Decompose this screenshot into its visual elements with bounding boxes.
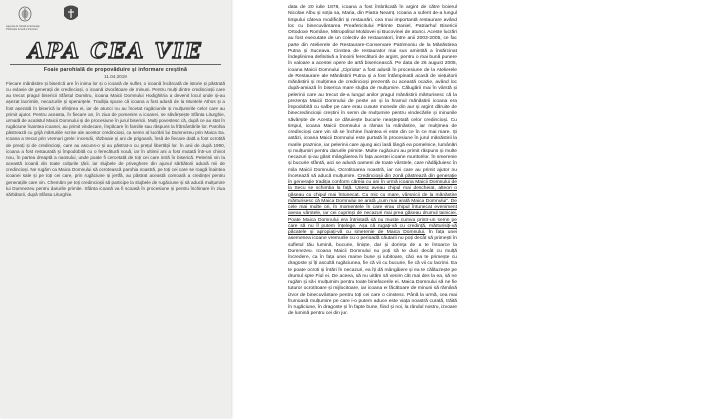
publisher-caption bbox=[6, 25, 225, 32]
continuation-page bbox=[279, 0, 466, 418]
issue-date: 11.04.2019 bbox=[104, 74, 127, 79]
parish-seal-icon bbox=[18, 6, 32, 22]
church-crest-icon bbox=[62, 4, 80, 24]
masthead-divider bbox=[10, 64, 221, 65]
paragraph-1: data de 20 iulie 1878, icoana a fost îmbrăcată în argint de către boierul Nicolae Albu și soția sa, Maria, din Piatra Neamț. Icoana a suferit de-a lungul timpului câteva modificări și restaurări, cea mai importantă restaurare având loc cu binecuvântarea Preafericitului Părinte Daniel, Patriarhul Bisericii Ortodoxe Române, Mitropolitul Moldovei și Bucovinei de atunci. Aceste lucrări au fost executate de un colectiv de restauratori, între anii 2003-2005, ce fac parte din Atelierele de Restaurare-Conservare Patrimoniu de la Mănăstirea Putna și Suceava. Cinstea de restaurator mai sus amintită a însărcinat îndeplinirea definitivă a înnoirii ferecăturii de argint, pentru o mai bună punere în valoare a acestei opere de artă bisericească. Pe data de 26 august 2005, icoana Maicii Domnului „Cipriota” a fost adusă în procesiune de la Atelierele de Restaurare ale Mănăstirii Putna și a fost întâmpinată acasă de viețuitorii mănăstirii și mulțimea de credincioși prezentă cu această ocazie, având loc după-amiază în biserica mare slujba de mulțumire. Călugării mai în vârstă și pelerinii care au trecut de-a lungul anilor pragul mănăstirii mărturisesc că la prezența Maicii Domnului de peste an și la hramul mănăstirii icoana era împodobită cu salbe pe care erau cusute monede din aur și argint dăruite de binecredincioșii creștini în semn de mulțumire pentru vindecările și minunile săvârșite de Acesta ce dăruiește bucurie neașteptată celor credincioși. Cu timpul, icoana Maicii Domnului a rămas la mănăstire, iar mulțimea de credincioși care vin să se închine înaintea ei este din ce în ce mai mare. Și astăzi, icoana Maicii Domnului este purtată în procesiune în jurul mănăstirii la marile praznice, iar pelerinii care ajung aici lasă lângă ea pomelnice, lumânări și mulțumiri pentru darurile primite. Multe rugăciuni au primit răspuns și multe necazuri și-au găsit mângâierea în fața acestei icoane muritorilor. În smerenie și bucurie sfântă, aici se adună oameni de toate vârstele, care nădăjduiesc în mila Maicii Domnului, Ocrotitoarea noastră, iar cei care au primit ajutor nu încetează să aducă mulțumire. bbox=[288, 5, 457, 179]
header-emblems bbox=[6, 4, 225, 32]
newsletter-subtitle: Foaie parohială de propovăduire și informare creștină bbox=[43, 67, 188, 73]
newsletter-masthead: APA CEA VIE bbox=[28, 38, 203, 63]
article-body: Fiecare mănăstire și biserică are în inima lor și o icoană de suflet, o icoană încărcată de istorie și păstrată cu evlavie de generații de credincioși, o icoană izvorâtoare de minuni. Pentru mulți dintre credincioșii care au trecut pragul bisericii Sfântul Dumitru, icoana Maicii Domnului Hodighitria a devenit locul unde și-au așezat lacrimile, necazurile și speranțele. Tradiția spune că icoana a fost adusă de la Muntele Athos și a fost așezată în biserică la sfințirea ei, iar de atunci nu au încetat rugăciunile și mulțumirile celor care au primit ajutor. Pentru aceasta, în fiecare an, în ziua de pomenire a icoanei, se săvârșește Sfânta Liturghie, urmată de acatistul Maicii Domnului și de procesiune în jurul bisericii. Mulți povestesc că, după ce au stat în rugăciune înaintea icoanei, au primit vindecare, împăcare în familie sau răspuns la frământările lor. Parohia păstrează cu grijă mărturiile scrise ale acestor credincioși, ca semn al lucrării lui Dumnezeu prin Maica Sa. Icoana a trecut prin vremuri grele: incendii, războaie și ani de prigoană, însă de fiecare dată a fost ocrotită de preoți și de credincioși, care au ascuns-o și au păstrat-o cu prețul libertății lor. În anii de după 1990, icoana a fost restaurată și împodobită cu o ferecătură nouă, iar în ultimii ani a fost mutată într-un chivot nou, în partea dreaptă a naosului, unde poate fi cercetată de toți cei care intră în biserică. Pelerinii vin la această icoană din toate colțurile țării, iar slujbele de priveghere din ajunul sărbătorii adună mii de credincioși. Ne rugăm ca Maica Domnului să ocrotească parohia noastră, pe toți cei care se roagă înaintea icoanei sale și pe toți cei care, prin rugăciune și jertfă, au păstrat această comoară a credinței pentru generațiile care vin. Chemăm pe toți credincioșii să participe la slujbele de rugăciune și să aducă mulțumire lui Dumnezeu pentru darurile primite. Sfânta icoană va fi scoasă în procesiune și pentru închinare în ziua sărbătorii, după Sfânta Liturghie. bbox=[6, 81, 225, 197]
caption-line-1: Agenția de Știință și Educație bbox=[6, 25, 40, 28]
newsletter-page bbox=[0, 0, 231, 418]
paragraph-2-underlined: Credincioșii din zonă păstrează din generație în generație tradiția conform căreia cu ani în urmă icoana Maicii Domnului de la Secu se schimba la față. Unesc aveau chipul mai descheiat, alteori o găseau cu chipul mai întunecat. Cu mic cu mare, vârsnicii de la mănăstire mărturisesc că Maica Domnului se arată „cum mai arată Maica Domnului”. De cele mai multe ori, în momentele în care erau chipul întunecat eveniment aveau vârstele, iar cei cuprinși de necazuri mai prea găseau drumul tainiciei. Poate Maica Domnului era întristată să nu muste cumva printr-un semn pe care să nu îl putem înțelege. Așa că rugați-vă cu credință, mărturisiți-vă păcatele și apropiați-vă cu smerenie de Maica Domnului. bbox=[288, 173, 458, 235]
caption-line-2: Publicație lunară a Parohiei bbox=[6, 28, 38, 32]
paragraph-3: În fața unei asemenea icoane vremurile cu o perioadă căutarii nu poți decât să primești în sufletul tău lumină, bucurie, liniște, dar și dorința de a te întoarce la Dumnezeu. Icoana Maicii Domnului nu poți să te duci decât cu mulță încredere, ca în fața unei mame bune și iubitoare, căci ea te primește cu dragoste și îți ascultă rugăciunea, fie că vii cu bucurie, fie că vii cu lacrimi. Ea te poate ocroti și întări în necazuri, ea îți dă mângâiere și ea te călăuzește pe drumul spre Fiul ei. De aceea, să nu uităm să venim cât mai des la ea, să ne rugăm și să-i mulțumim pentru toate binefacerile ei. Maica Domnului să ne fie tuturor ocrotitoare și mijlocitoare, iar icoana ei făcătoare de minuni să rămână izvor de binecuvântare pentru toți cei care o cinstesc. Până la urmă, cea mai frumoasă mulțumire pe care i-o putem aduce este viața noastră curată, trăită în rugăciune, în dragoste și în fapte bune, fiind și noi, la rândul nostru, izvoare de lumină pentru cei din jur. bbox=[288, 230, 458, 317]
article-continuation bbox=[288, 5, 457, 318]
